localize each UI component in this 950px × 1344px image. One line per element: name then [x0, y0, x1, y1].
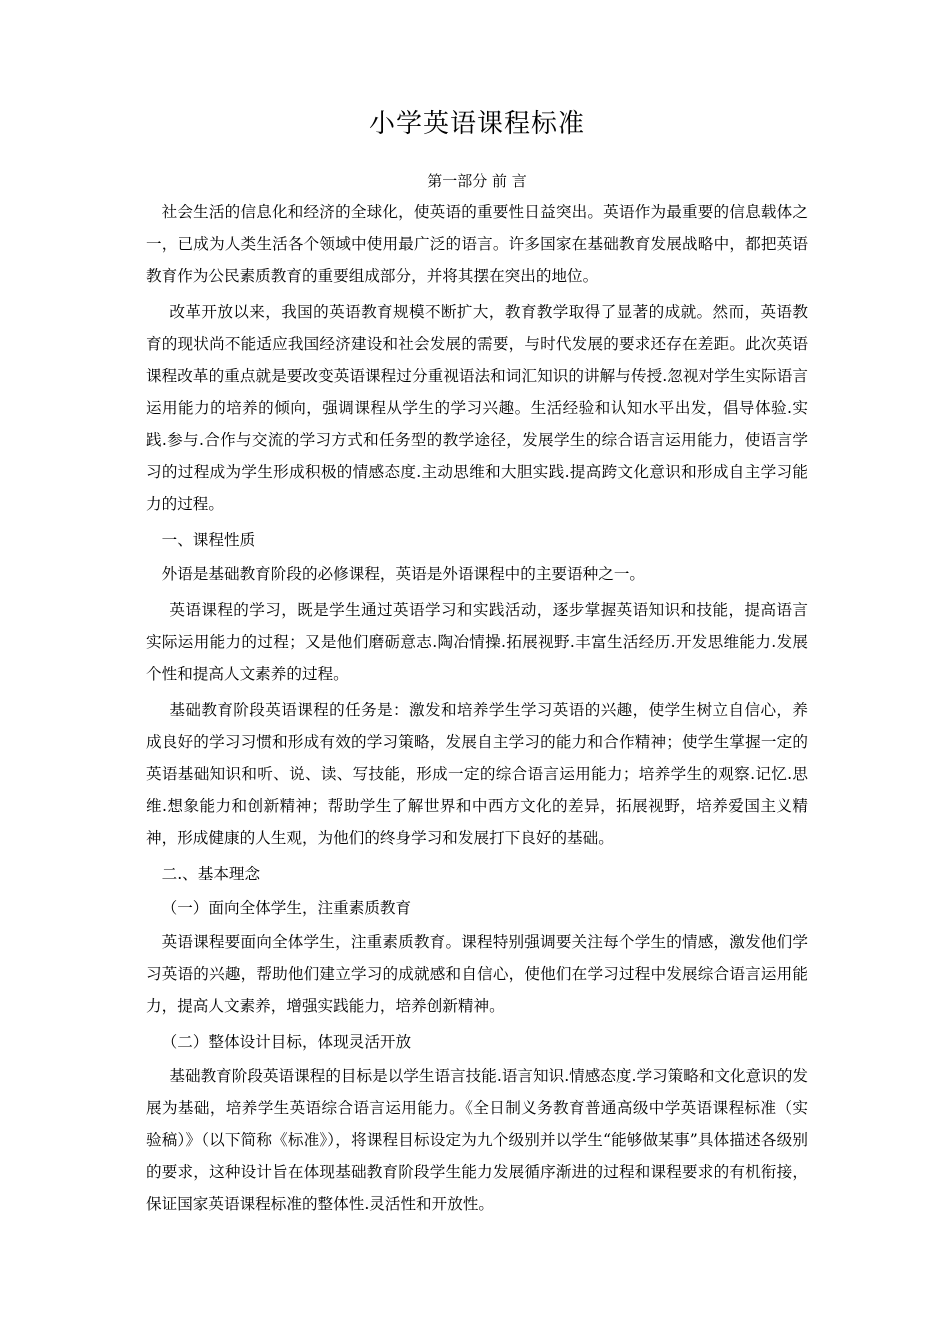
subheading-concept-2: （二）整体设计目标，体现灵活开放: [161, 1033, 412, 1051]
document-title: 小学英语课程标准: [368, 109, 585, 139]
paragraph-concept-2: 基础教育阶段英语课程的目标是以学生语言技能.语言知识.情感态度.学习策略和文化意识的发展为基础，培养学生英语综合语言运用能力。《全日制义务教育普通高级中学英语课程标准（实验稿）》（以下简称《标准》），将课程目标设定为九个级别并以学生“能够做某事”具体描述各级别的要求，这种设计旨在体现基础教育阶段学生能力发展循序渐进的过程和课程要求的有机衔接，保证国家英语课程标准的整体性.灵活性和开放性。: [146, 1067, 809, 1213]
part-heading: 第一部分 前 言: [427, 172, 527, 190]
subheading-concept-1: （一）面向全体学生，注重素质教育: [161, 899, 412, 917]
paragraph-course-nature-1: 外语是基础教育阶段的必修课程，英语是外语课程中的主要语种之一。: [161, 565, 646, 583]
document-body: [146, 106, 808, 1224]
heading-basic-concepts: 二.、基本理念: [161, 865, 261, 883]
paragraph-course-nature-2: 英语课程的学习，既是学生通过英语学习和实践活动，逐步掌握英语知识和技能，提高语言实际运用能力的过程；又是他们磨砺意志.陶冶情操.拓展视野.丰富生活经历.开发思维能力.发展个性和提高人文素养的过程。: [146, 601, 808, 683]
paragraph-intro-2: 改革开放以来，我国的英语教育规模不断扩大，教育教学取得了显著的成就。然而，英语教育的现状尚不能适应我国经济建设和社会发展的需要，与时代发展的要求还存在差距。此次英语课程改革的重点就是要改变英语课程过分重视语法和词汇知识的讲解与传授.忽视对学生实际语言运用能力的培养的倾向，强调课程从学生的学习兴趣。生活经验和认知水平出发，倡导体验.实践.参与.合作与交流的学习方式和任务型的教学途径，发展学生的综合语言运用能力，使语言学习的过程成为学生形成积极的情感态度.主动思维和大胆实践.提高跨文化意识和形成自主学习能力的过程。: [146, 303, 808, 513]
paragraph-course-nature-3: 基础教育阶段英语课程的任务是：激发和培养学生学习英语的兴趣，使学生树立自信心，养成良好的学习习惯和形成有效的学习策略，发展自主学习的能力和合作精神；使学生掌握一定的英语基础知识和听、说、读、写技能，形成一定的综合语言运用能力；培养学生的观察.记忆.思维.想象能力和创新精神；帮助学生了解世界和中西方文化的差异，拓展视野，培养爱国主义精神，形成健康的人生观，为他们的终身学习和发展打下良好的基础。: [146, 701, 808, 847]
heading-course-nature: 一、课程性质: [161, 531, 256, 549]
paragraph-intro-1: 社会生活的信息化和经济的全球化，使英语的重要性日益突出。英语作为最重要的信息载体之一，已成为人类生活各个领域中使用最广泛的语言。许多国家在基础教育发展战略中，都把英语教育作为公民素质教育的重要组成部分，并将其摆在突出的地位。: [146, 203, 808, 285]
paragraph-concept-1: 英语课程要面向全体学生，注重素质教育。课程特别强调要关注每个学生的情感，激发他们学习英语的兴趣，帮助他们建立学习的成就感和自信心，使他们在学习过程中发展综合语言运用能力，提高人文素养，增强实践能力，培养创新精神。: [146, 933, 808, 1015]
